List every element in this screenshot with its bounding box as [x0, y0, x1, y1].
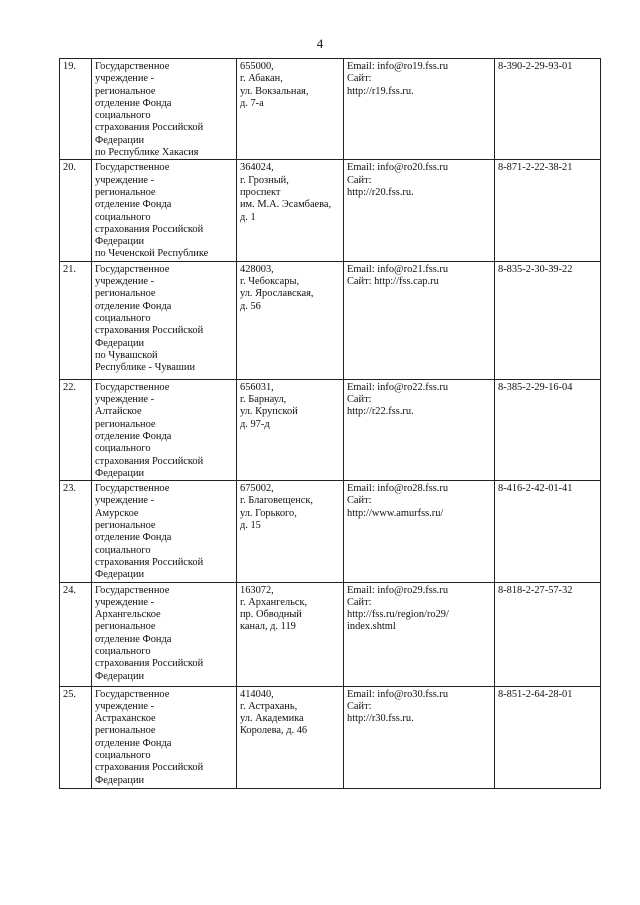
contact-web-line: Сайт: [347, 174, 372, 186]
organization-name-line: Государственное [95, 483, 170, 495]
organization-name [92, 481, 237, 582]
row-number: 22. [60, 379, 92, 480]
contact-web [344, 481, 495, 582]
postal-address-line: ул. Академика [240, 713, 304, 725]
table-row [60, 59, 601, 160]
contact-web-line: Email: info@ro19.fss.ru [347, 61, 449, 72]
organization-name-line: Амурское [95, 507, 139, 519]
organization-name-line: отделение Фонда [95, 737, 172, 749]
table-body [60, 59, 601, 789]
organization-name-line: Федерации [95, 337, 145, 349]
organization-name-line: страхования Российской [95, 455, 204, 467]
organization-name-line: Федерации [95, 467, 145, 479]
organization-name-line: Государственное [95, 162, 170, 174]
postal-address [237, 59, 344, 160]
phone-number: 8-835-2-30-39-22 [495, 261, 601, 379]
organization-name-line: страхования Российской [95, 762, 204, 774]
postal-address-line: г. Абакан, [240, 73, 283, 85]
contact-web-line: Email: info@ro30.fss.ru [347, 688, 449, 700]
contact-web-line: Сайт: [347, 394, 372, 406]
contact-web [344, 59, 495, 160]
postal-address-line: д. 56 [240, 300, 261, 312]
contact-web-line: Email: info@ro22.fss.ru [347, 381, 449, 393]
postal-address-line: ул. Горького, [240, 507, 297, 519]
organization-name-line: страхования Российской [95, 122, 204, 134]
organization-name-line: региональное [95, 418, 156, 430]
contact-web [344, 261, 495, 379]
postal-address-line: ул. Крупской [240, 406, 298, 418]
organization-name-line: по Чувашской [95, 349, 158, 361]
organization-name-line: отделение Фонда [95, 300, 172, 312]
postal-address-line: проспект [240, 186, 281, 198]
organization-name-line: отделение Фонда [95, 633, 172, 645]
organization-name-line: Государственное [95, 263, 170, 275]
organization-name-line: страхования Российской [95, 325, 204, 337]
organization-name-line: учреждение - [95, 700, 155, 712]
regional-offices-table [59, 58, 601, 789]
organization-name [92, 582, 237, 686]
postal-address-line: г. Чебоксары, [240, 276, 300, 288]
row-number: 24. [60, 582, 92, 686]
organization-name-line: по Чеченской Республике [95, 248, 209, 260]
organization-name-line: региональное [95, 288, 156, 300]
organization-name-line: Государственное [95, 688, 170, 700]
row-number: 23. [60, 481, 92, 582]
row-number: 25. [60, 686, 92, 788]
postal-address-line: г. Грозный, [240, 174, 289, 186]
postal-address [237, 686, 344, 788]
contact-web-line: Сайт: http://fss.cap.ru [347, 276, 439, 288]
organization-name-line: Государственное [95, 61, 170, 72]
organization-name-line: Федерации [95, 774, 145, 786]
postal-address-line: канал, д. 119 [240, 621, 296, 633]
postal-address [237, 160, 344, 261]
row-number: 20. [60, 160, 92, 261]
organization-name-line: социального [95, 110, 151, 122]
postal-address-line: г. Астрахань, [240, 700, 298, 712]
contact-web-line: Сайт: [347, 596, 372, 608]
postal-address-line: им. М.А. Эсамбаева, [240, 199, 332, 211]
organization-name-line: отделение Фонда [95, 430, 172, 442]
postal-address-line: 428003, [240, 263, 274, 275]
organization-name-line: социального [95, 645, 151, 657]
organization-name-line: отделение Фонда [95, 532, 172, 544]
organization-name-line: Архангельское [95, 609, 161, 621]
row-number: 21. [60, 261, 92, 379]
phone-number: 8-385-2-29-16-04 [495, 379, 601, 480]
postal-address [237, 481, 344, 582]
organization-name-line: учреждение - [95, 596, 155, 608]
organization-name-line: Федерации [95, 569, 145, 581]
table-row [60, 160, 601, 261]
postal-address-line: ул. Ярославская, [240, 288, 314, 300]
organization-name-line: региональное [95, 85, 156, 97]
contact-web-line: Email: info@ro21.fss.ru [347, 263, 449, 275]
organization-name-line: Федерации [95, 236, 145, 248]
contact-web-line: Email: info@ro29.fss.ru [347, 584, 449, 596]
postal-address-line: 656031, [240, 381, 274, 393]
phone-number: 8-390-2-29-93-01 [495, 59, 601, 160]
contact-web-line: http://r20.fss.ru. [347, 186, 414, 198]
organization-name-line: социального [95, 749, 151, 761]
table-row [60, 481, 601, 582]
postal-address-line: Королева, д. 46 [240, 725, 308, 737]
postal-address-line: пр. Обводный [240, 609, 302, 621]
postal-address-line: 414040, [240, 688, 274, 700]
row-number: 19. [60, 59, 92, 160]
organization-name [92, 261, 237, 379]
organization-name-line: учреждение - [95, 73, 155, 85]
organization-name-line: региональное [95, 621, 156, 633]
table-row [60, 261, 601, 379]
contact-web-line: http://r19.fss.ru. [347, 85, 414, 97]
organization-name-line: Государственное [95, 584, 170, 596]
contact-web [344, 582, 495, 686]
organization-name-line: страхования Российской [95, 658, 204, 670]
postal-address-line: 364024, [240, 162, 274, 174]
organization-name-line: учреждение - [95, 495, 155, 507]
organization-name-line: Федерации [95, 134, 145, 146]
page-number: 4 [316, 36, 324, 51]
contact-web-line: Сайт: [347, 700, 372, 712]
organization-name-line: региональное [95, 186, 156, 198]
postal-address [237, 261, 344, 379]
organization-name [92, 379, 237, 480]
organization-name [92, 686, 237, 788]
table-row [60, 379, 601, 480]
table-row [60, 582, 601, 686]
organization-name [92, 160, 237, 261]
organization-name [92, 59, 237, 160]
postal-address-line: ул. Вокзальная, [240, 85, 309, 97]
postal-address-line: д. 1 [240, 211, 256, 223]
contact-web [344, 379, 495, 480]
organization-name-line: страхования Российской [95, 556, 204, 568]
organization-name-line: социального [95, 211, 151, 223]
postal-address [237, 582, 344, 686]
contact-web-line: http://r22.fss.ru. [347, 406, 414, 418]
organization-name-line: отделение Фонда [95, 97, 172, 109]
contact-web-line: Сайт: [347, 495, 372, 507]
postal-address-line: д. 97-д [240, 418, 270, 430]
postal-address-line: г. Барнаул, [240, 394, 287, 406]
postal-address-line: г. Благовещенск, [240, 495, 313, 507]
organization-name-line: Алтайское [95, 406, 142, 418]
organization-name-line: учреждение - [95, 174, 155, 186]
organization-name-line: учреждение - [95, 394, 155, 406]
phone-number: 8-416-2-42-01-41 [495, 481, 601, 582]
contact-web-line: http://fss.ru/region/ro29/ [347, 609, 449, 621]
contact-web [344, 686, 495, 788]
organization-name-line: по Республике Хакасия [95, 147, 199, 159]
postal-address [237, 379, 344, 480]
phone-number: 8-871-2-22-38-21 [495, 160, 601, 261]
table-row [60, 686, 601, 788]
organization-name-line: Федерации [95, 670, 145, 682]
phone-number: 8-818-2-27-57-32 [495, 582, 601, 686]
organization-name-line: региональное [95, 725, 156, 737]
contact-web-line: index.shtml [347, 621, 396, 633]
contact-web-line: Сайт: [347, 73, 372, 85]
postal-address-line: д. 7-а [240, 97, 264, 109]
postal-address-line: д. 15 [240, 520, 261, 532]
contact-web-line: http://www.amurfss.ru/ [347, 507, 444, 519]
phone-number: 8-851-2-64-28-01 [495, 686, 601, 788]
organization-name-line: страхования Российской [95, 223, 204, 235]
organization-name-line: Государственное [95, 381, 170, 393]
postal-address-line: 163072, [240, 584, 274, 596]
contact-web [344, 160, 495, 261]
postal-address-line: 675002, [240, 483, 274, 495]
organization-name-line: социального [95, 443, 151, 455]
organization-name-line: отделение Фонда [95, 199, 172, 211]
organization-name-line: Астраханское [95, 713, 156, 725]
contact-web-line: Email: info@ro28.fss.ru [347, 483, 449, 495]
postal-address-line: 655000, [240, 61, 274, 72]
organization-name-line: региональное [95, 520, 156, 532]
organization-name-line: учреждение - [95, 276, 155, 288]
organization-name-line: социального [95, 312, 151, 324]
contact-web-line: Email: info@ro20.fss.ru [347, 162, 449, 174]
contact-web-line: http://r30.fss.ru. [347, 713, 414, 725]
organization-name-line: социального [95, 544, 151, 556]
postal-address-line: г. Архангельск, [240, 596, 308, 608]
organization-name-line: Республике - Чувашии [95, 362, 196, 374]
